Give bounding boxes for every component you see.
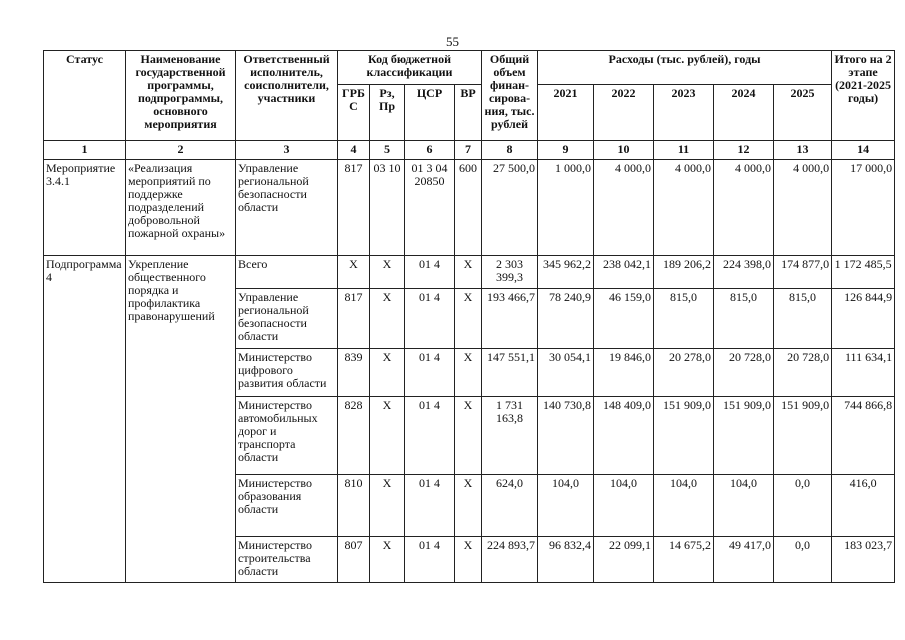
column-number: 5 (370, 141, 405, 160)
cell-2023: 815,0 (654, 289, 714, 349)
cell-name: Укрепление общественного порядка и профилактика правонарушений (126, 256, 236, 583)
header-year-2024: 2024 (714, 85, 774, 141)
cell-rzpr: 03 10 (370, 160, 405, 256)
cell-csr: 01 3 04 20850 (405, 160, 455, 256)
cell-2023: 151 909,0 (654, 397, 714, 475)
cell-2022: 22 099,1 (594, 537, 654, 583)
cell-total: 224 893,7 (482, 537, 538, 583)
cell-itogo: 416,0 (832, 475, 895, 537)
cell-rzpr: Х (370, 397, 405, 475)
cell-total: 27 500,0 (482, 160, 538, 256)
cell-2022: 46 159,0 (594, 289, 654, 349)
cell-grbs: Х (338, 256, 370, 289)
cell-2025: 0,0 (774, 475, 832, 537)
cell-responsible: Министерство цифрового развития области (236, 349, 338, 397)
header-year-2021: 2021 (538, 85, 594, 141)
cell-2022: 4 000,0 (594, 160, 654, 256)
cell-itogo: 183 023,7 (832, 537, 895, 583)
header-responsible: Ответственный исполнитель, соисполнители, участники (236, 51, 338, 141)
table-row (44, 160, 895, 256)
cell-responsible: Управление региональной безопасности области (236, 160, 338, 256)
cell-2025: 0,0 (774, 537, 832, 583)
cell-total: 147 551,1 (482, 349, 538, 397)
cell-total: 193 466,7 (482, 289, 538, 349)
cell-2024: 224 398,0 (714, 256, 774, 289)
header-grbs: ГРБ С (338, 85, 370, 141)
cell-2021: 96 832,4 (538, 537, 594, 583)
header-itogo: Итого на 2 этапе (2021-2025 годы) (832, 51, 895, 141)
cell-grbs: 807 (338, 537, 370, 583)
column-number: 13 (774, 141, 832, 160)
cell-grbs: 817 (338, 289, 370, 349)
cell-2025: 174 877,0 (774, 256, 832, 289)
cell-csr: 01 4 (405, 349, 455, 397)
cell-rzpr: Х (370, 537, 405, 583)
column-number: 14 (832, 141, 895, 160)
header-rzpr: Рз, Пр (370, 85, 405, 141)
column-number: 2 (126, 141, 236, 160)
header-row-top (44, 51, 895, 85)
cell-itogo: 1 172 485,5 (832, 256, 895, 289)
cell-2021: 140 730,8 (538, 397, 594, 475)
cell-2024: 815,0 (714, 289, 774, 349)
cell-vr: Х (455, 289, 482, 349)
cell-2021: 104,0 (538, 475, 594, 537)
header-status: Статус (44, 51, 126, 141)
column-number: 9 (538, 141, 594, 160)
cell-2024: 4 000,0 (714, 160, 774, 256)
cell-2025: 20 728,0 (774, 349, 832, 397)
cell-rzpr: Х (370, 289, 405, 349)
column-number: 6 (405, 141, 455, 160)
cell-2025: 151 909,0 (774, 397, 832, 475)
cell-total: 2 303 399,3 (482, 256, 538, 289)
cell-responsible: Министерство автомобильных дорог и транспорта области (236, 397, 338, 475)
cell-2023: 20 278,0 (654, 349, 714, 397)
cell-2024: 49 417,0 (714, 537, 774, 583)
header-name: Наименование государственной программы, подпрограммы, основного мероприятия (126, 51, 236, 141)
column-number: 12 (714, 141, 774, 160)
header-csr: ЦСР (405, 85, 455, 141)
column-number: 1 (44, 141, 126, 160)
table-row (44, 256, 895, 289)
cell-vr: Х (455, 256, 482, 289)
cell-csr: 01 4 (405, 537, 455, 583)
header-total: Общий объем финан-сирова-ния, тыс. рублей (482, 51, 538, 141)
cell-2023: 14 675,2 (654, 537, 714, 583)
cell-2023: 4 000,0 (654, 160, 714, 256)
budget-table (43, 50, 895, 583)
cell-itogo: 126 844,9 (832, 289, 895, 349)
cell-2022: 238 042,1 (594, 256, 654, 289)
cell-rzpr: Х (370, 256, 405, 289)
cell-2022: 104,0 (594, 475, 654, 537)
cell-2025: 4 000,0 (774, 160, 832, 256)
cell-csr: 01 4 (405, 256, 455, 289)
cell-csr: 01 4 (405, 475, 455, 537)
cell-2021: 78 240,9 (538, 289, 594, 349)
cell-2024: 20 728,0 (714, 349, 774, 397)
cell-vr: Х (455, 349, 482, 397)
cell-2021: 1 000,0 (538, 160, 594, 256)
header-year-2023: 2023 (654, 85, 714, 141)
cell-2024: 151 909,0 (714, 397, 774, 475)
cell-vr: 600 (455, 160, 482, 256)
column-number: 7 (455, 141, 482, 160)
page-number: 55 (446, 34, 459, 49)
column-number: 3 (236, 141, 338, 160)
cell-grbs: 810 (338, 475, 370, 537)
cell-rzpr: Х (370, 349, 405, 397)
cell-responsible: Управление региональной безопасности области (236, 289, 338, 349)
header-year-2025: 2025 (774, 85, 832, 141)
cell-grbs: 839 (338, 349, 370, 397)
column-number: 4 (338, 141, 370, 160)
cell-2022: 148 409,0 (594, 397, 654, 475)
cell-total: 1 731 163,8 (482, 397, 538, 475)
cell-2022: 19 846,0 (594, 349, 654, 397)
cell-itogo: 111 634,1 (832, 349, 895, 397)
cell-vr: Х (455, 537, 482, 583)
cell-2023: 104,0 (654, 475, 714, 537)
cell-status: Подпрограмма 4 (44, 256, 126, 583)
header-year-2022: 2022 (594, 85, 654, 141)
cell-grbs: 828 (338, 397, 370, 475)
column-number: 8 (482, 141, 538, 160)
cell-2024: 104,0 (714, 475, 774, 537)
cell-responsible: Всего (236, 256, 338, 289)
header-expenses: Расходы (тыс. рублей), годы (538, 51, 832, 85)
cell-grbs: 817 (338, 160, 370, 256)
cell-vr: Х (455, 475, 482, 537)
cell-vr: Х (455, 397, 482, 475)
cell-status: Мероприятие 3.4.1 (44, 160, 126, 256)
cell-2021: 30 054,1 (538, 349, 594, 397)
cell-total: 624,0 (482, 475, 538, 537)
cell-responsible: Министерство образования области (236, 475, 338, 537)
column-number: 10 (594, 141, 654, 160)
column-number-row (44, 141, 895, 160)
cell-itogo: 744 866,8 (832, 397, 895, 475)
header-vr: ВР (455, 85, 482, 141)
cell-csr: 01 4 (405, 397, 455, 475)
cell-rzpr: Х (370, 475, 405, 537)
cell-name: «Реализация мероприятий по поддержке подразделений добровольной пожарной охраны» (126, 160, 236, 256)
header-budget-code: Код бюджетной классификации (338, 51, 482, 85)
cell-2025: 815,0 (774, 289, 832, 349)
cell-2023: 189 206,2 (654, 256, 714, 289)
column-number: 11 (654, 141, 714, 160)
cell-responsible: Министерство строительства области (236, 537, 338, 583)
cell-csr: 01 4 (405, 289, 455, 349)
cell-itogo: 17 000,0 (832, 160, 895, 256)
cell-2021: 345 962,2 (538, 256, 594, 289)
